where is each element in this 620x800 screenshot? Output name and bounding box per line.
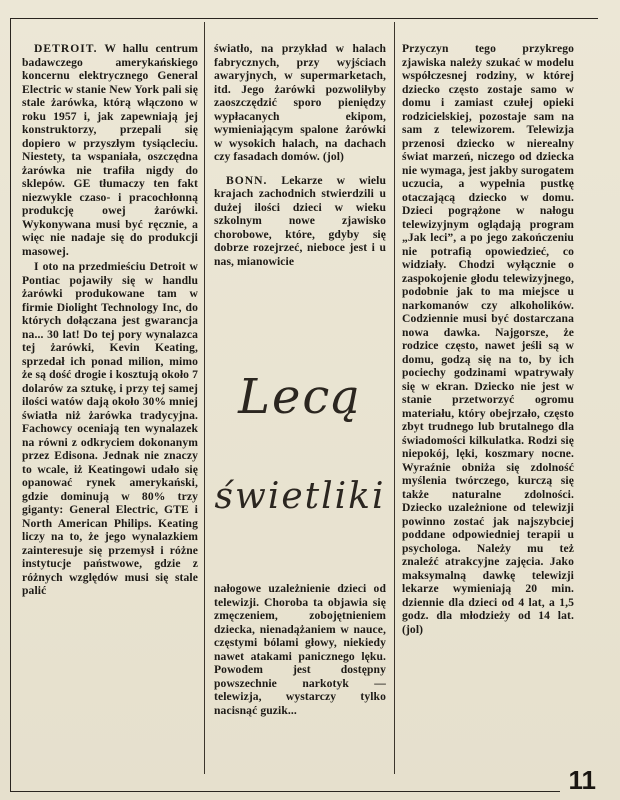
detroit-paragraph-1-text: W hallu centrum badawczego amerykańskiego koncernu elektrycznego General Electric w stanie New York pali się stale żarówka, którą włączono w roku 1957 i, jak zapewniają jej konstruktorzy, przepali się dopiero w przyszłym tysiącleciu. Niestety, ta wspaniała, oszczędna żarówka nie trafiła nigdy do sklepów. GE tłumaczy ten fakt niezwykle czaso- i pracochłonną produkcję owej żarówki. Wykonywana musi być ręcznie, a więc nie nadaje się do produkcji masowej. <box>22 42 198 258</box>
bottom-rule <box>10 791 560 792</box>
left-rule <box>10 18 11 792</box>
detroit-paragraph-2: I oto na przedmieściu Detroit w Pontiac pojawiły się w handlu żarówki produkowane tam w firmie Diolight Technology Inc, do których dołączana jest gwarancja na... 30 lat! Do tej pory wynalazca tej żarówki, Kevin Keating, sprzedał ich ponad milion, mimo że są dość drogie i kosztują około 7 dolarów za sztukę, i przy tej samej ilości watów dają około 30% mniej światła niż żarówka tradycyjna. Fachowcy oceniają ten wynalazek na równi z odkryciem dokonanym przez Edisona. Jednak nie znaczy to wcale, iż Keatingowi udało się opanować rynek amerykański, gdzie dominują w 80% trzy giganty: General Electric, GTE i North American Philips. Keating liczy na to, że jego wynalazkiem zainteresuje się przemysł i różne instytucje państwowe, gdzie z różnych względów musi się stale palić <box>22 260 198 597</box>
column-divider-2 <box>394 22 395 774</box>
bonn-paragraph-2: nałogowe uzależnienie dzieci od telewizji. Choroba ta objawia się zmęczeniem, zobojętnieniem dziecka, nienadążaniem w nauce, częstymi bólami głowy, niekiedy nawet atakami panicznego lęku. Powodem jest dostępny powszechnie narkotyk — telewizja, wystarczy tylko nacisnąć guzik... <box>214 582 386 717</box>
top-rule <box>10 18 598 19</box>
detroit-paragraph-3: światło, na przykład w halach fabrycznych, przy wyjściach awaryjnych, w supermarketach, itd. Jego żarówki pozwoliłyby zaoszczędzić sporo pieniędzy wypłacanych ekipom, wymieniającym spalone żarówki w wysokich halach, na dachach czy fasadach domów. (jol) <box>214 42 386 163</box>
middle-column-bottom <box>214 582 386 717</box>
detroit-dateline: DETROIT. <box>34 42 98 55</box>
column-divider-1 <box>204 22 205 774</box>
bonn-paragraph-3: Przyczyn tego przykrego zjawiska należy szukać w modelu współczesnej rodziny, w której dziecko często zostaje samo w domu i zamiast czułej opieki rodzicielskiej, pozostaje sam na sam z telewizorem. Telewizja przenosi dziecko w nierealny świat marzeń, niczego od dziecka nie wymaga, jest jakby surogatem uczucia, a wypełnia pustkę otaczającą dziecko w domu. Dzieci pogrążone w nałogu telewizyjnym oglądają program „Jak leci”, a po jego zakończeniu nie potrafią opowiedzieć, co widziały. Chodzi wyłącznie o zaspokojenie głodu telewizyjnego, podobnie jak to ma miejsce u narkomanów czy alkoholików. Codziennie musi być dostarczana nowa dawka. Najgorsze, że rodzice często, nawet jeśli są w domu, godzą się na to, by ich pociechy godzinami wpatrywały się w ekran. Dziecko nie jest w stanie przetworzyć ogromu materiału, który obejrzało, często zbyt trudnego lub brutalnego dla świadomości kilkulatka. Rodzi się niepokój, lęki, koszmary nocne. Wyraźnie obniża się zdolność myślenia twórczego, kurczą się także naturalne zdolności. Dziecko uzależnione od telewizji powinno zostać jak najszybciej poddane odpowiedniej terapii u psychologa. Należy mu też znaleźć atrakcyjne zajęcia. Jako maksymalną dawkę telewizji lekarze wymieniają 20 min. dziennie dla dzieci od 4 lat, a 1,5 godz. dla młodzieży od 14 lat. (jol) <box>402 42 574 636</box>
detroit-paragraph-1 <box>22 42 198 258</box>
middle-column-top <box>214 42 386 268</box>
bonn-column-3 <box>402 42 574 636</box>
headline-line-2: świetliki <box>214 476 386 517</box>
detroit-article <box>22 42 198 598</box>
headline <box>215 322 385 572</box>
headline-line-1: Lecą <box>238 369 362 425</box>
bonn-paragraph-1-text: Lekarze w wielu krajach zachodnich stwierdzili u dużej ilości dzieci w wieku szkolnym nowe zjawisko chorobowe, które, gdyby się dobrze rozejrzeć, nieboce jest i u nas, mianowicie <box>214 173 386 268</box>
bonn-dateline: BONN. <box>226 173 268 187</box>
bonn-paragraph-1 <box>214 174 386 269</box>
page-number: 11 <box>568 765 596 795</box>
